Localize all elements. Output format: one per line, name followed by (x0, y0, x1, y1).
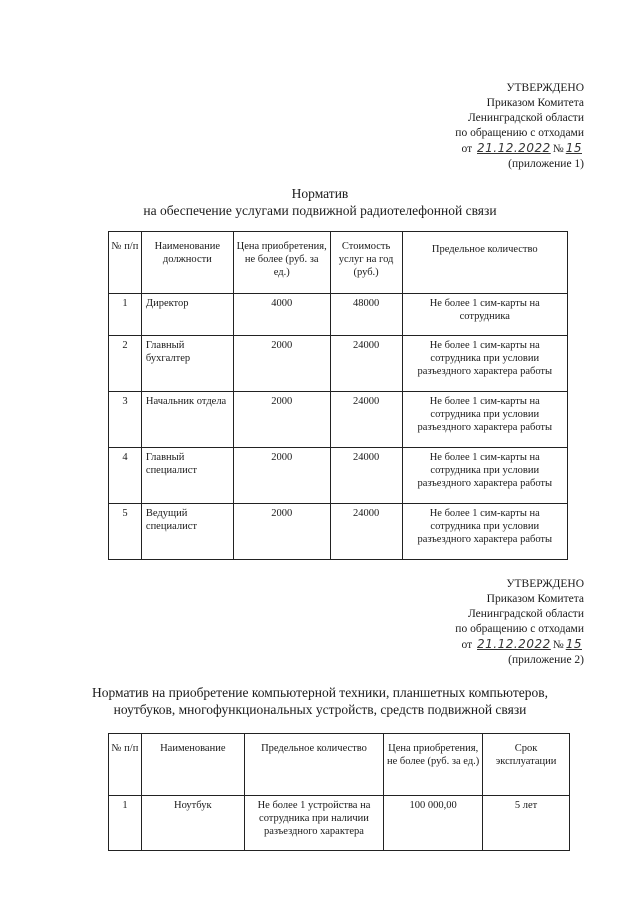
price: 2000 (233, 448, 330, 504)
annual-cost: 24000 (330, 392, 402, 448)
position-name: Главный специалист (141, 448, 233, 504)
section-1-title (0, 185, 640, 219)
row-number: 3 (109, 392, 142, 448)
header-cell: Наименование должности (141, 232, 233, 294)
header-cell: № п/п (109, 232, 142, 294)
approval-stamp-2 (455, 577, 584, 668)
limit: Не более 1 сим-карты на сотрудника при условии разъездного характера работы (402, 336, 567, 392)
item-name: Ноутбук (141, 796, 244, 851)
header-cell: Предельное количество (244, 734, 384, 796)
date-line (455, 637, 584, 653)
region-label: Ленинградской области (467, 112, 584, 124)
position-name: Главный бухгалтер (141, 336, 233, 392)
row-number: 5 (109, 504, 142, 560)
order-label: Приказом Комитета (486, 97, 584, 109)
row-number: 4 (109, 448, 142, 504)
waste-label: по обращению с отходами (455, 623, 584, 635)
header-cell: Стоимость услуг на год (руб.) (330, 232, 402, 294)
price: 2000 (233, 392, 330, 448)
limit: Не более 1 сим-карты на сотрудника при условии разъездного характера работы (402, 504, 567, 560)
row-number: 1 (109, 294, 142, 336)
table-row (109, 336, 568, 392)
header-cell: Срок эксплуатации (483, 734, 570, 796)
from-label: от (461, 639, 473, 651)
price: 100 000,00 (384, 796, 483, 851)
table-row (109, 504, 568, 560)
position-name: Начальник отдела (141, 392, 233, 448)
row-number: 2 (109, 336, 142, 392)
title-1-line-2: на обеспечение услугами подвижной радиотелефонной связи (143, 203, 497, 218)
annual-cost: 24000 (330, 336, 402, 392)
annual-cost: 48000 (330, 294, 402, 336)
number-sign: № (552, 143, 564, 155)
approval-stamp-1 (455, 81, 584, 172)
handwritten-number: 15 (565, 637, 582, 651)
handwritten-number: 15 (565, 141, 582, 155)
table-row (109, 448, 568, 504)
price: 2000 (233, 336, 330, 392)
table-row (109, 796, 570, 851)
number-sign: № (552, 639, 564, 651)
position-name: Ведущий специалист (141, 504, 233, 560)
price: 2000 (233, 504, 330, 560)
appendix-label: (приложение 2) (508, 654, 584, 666)
header-cell: Предельное количество (402, 232, 567, 294)
limit: Не более 1 сим-карты на сотрудника при условии разъездного характера работы (402, 392, 567, 448)
approved-label: УТВЕРЖДЕНО (506, 578, 584, 590)
header-cell: Цена приобретения, не более (руб. за ед.) (233, 232, 330, 294)
price: 4000 (233, 294, 330, 336)
table-row (109, 294, 568, 336)
title-2-line-1: Норматив на приобретение компьютерной техники, планшетных компьютеров, (92, 685, 548, 700)
limit: Не более 1 устройства на сотрудника при наличии разъездного характера (244, 796, 384, 851)
order-label: Приказом Комитета (486, 593, 584, 605)
annual-cost: 24000 (330, 504, 402, 560)
handwritten-date: 21.12.2022 (477, 141, 551, 155)
header-cell: Цена приобретения, не более (руб. за ед.) (384, 734, 483, 796)
title-1-line-1: Норматив (291, 186, 349, 201)
header-cell: Наименование (141, 734, 244, 796)
approved-label: УТВЕРЖДЕНО (506, 82, 584, 94)
annual-cost: 24000 (330, 448, 402, 504)
service-life: 5 лет (483, 796, 570, 851)
section-2-title (0, 684, 640, 718)
region-label: Ленинградской области (467, 608, 584, 620)
from-label: от (461, 143, 473, 155)
date-line (455, 141, 584, 157)
row-number: 1 (109, 796, 142, 851)
table-header-row (109, 232, 568, 294)
limit: Не более 1 сим-карты на сотрудника при условии разъездного характера работы (402, 448, 567, 504)
mobile-services-table (108, 231, 568, 560)
handwritten-date: 21.12.2022 (477, 637, 551, 651)
computer-equipment-table (108, 733, 570, 851)
header-cell: № п/п (109, 734, 142, 796)
table-row (109, 392, 568, 448)
waste-label: по обращению с отходами (455, 127, 584, 139)
table-header-row (109, 734, 570, 796)
title-2-line-2: ноутбуков, многофункциональных устройств, средств подвижной связи (113, 702, 527, 717)
position-name: Директор (141, 294, 233, 336)
appendix-label: (приложение 1) (508, 158, 584, 170)
limit: Не более 1 сим-карты на сотрудника (402, 294, 567, 336)
